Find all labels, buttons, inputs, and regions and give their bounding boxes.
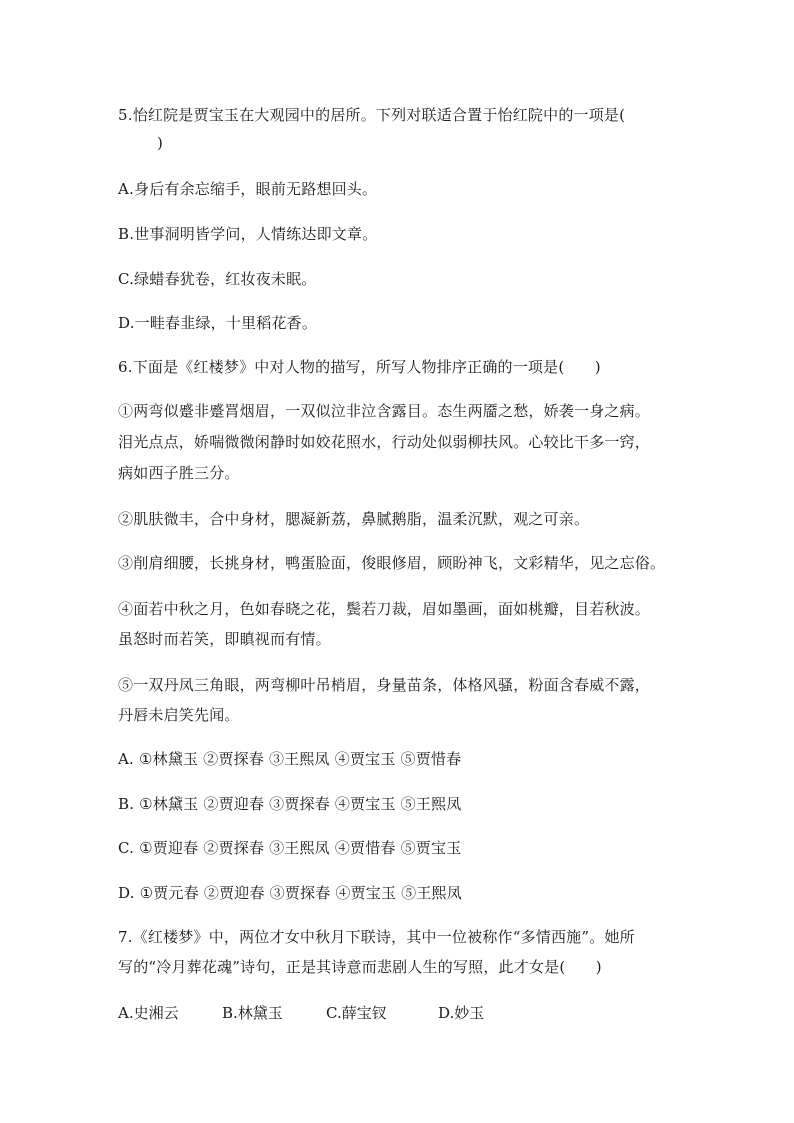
q5-stem-line1: 5.怡红院是贾宝玉在大观园中的居所。下列对联适合置于怡红院中的一项是( [118, 106, 626, 124]
q5-stem-line2: ) [157, 134, 164, 152]
q6-desc3: ③削肩细腰，长挑身材，鸭蛋脸面，俊眼修眉，顾盼神飞，文彩精华，见之忘俗。 [118, 554, 666, 572]
q5-option-a: A.身后有余忘缩手，眼前无路想回头。 [118, 180, 378, 198]
q7-option-d: D.妙玉 [438, 1004, 485, 1022]
q6-desc5-line1: ⑤一双丹凤三角眼，两弯柳叶吊梢眉，身量苗条，体格风骚，粉面含春威不露， [118, 676, 651, 694]
q6-desc5-line2: 丹唇未启笑先闻。 [118, 706, 240, 724]
q6-desc1-line2: 泪光点点，娇喘微微闲静时如姣花照水，行动处似弱柳扶风。心较比干多一窍， [118, 433, 651, 451]
q6-option-b: B. ①林黛玉 ②贾迎春 ③贾探春 ④贾宝玉 ⑤王熙凤 [118, 795, 462, 813]
q6-stem: 6.下面是《红楼梦》中对人物的描写，所写人物排序正确的一项是( ) [118, 358, 601, 376]
q7-stem-line1: 7.《红楼梦》中，两位才女中秋月下联诗，其中一位被称作“多情西施”。她所 [118, 928, 635, 946]
q6-option-a: A. ①林黛玉 ②贾探春 ③王熙凤 ④贾宝玉 ⑤贾惜春 [118, 750, 462, 768]
q6-desc2: ②肌肤微丰，合中身材，腮凝新荔，鼻腻鹅脂，温柔沉默，观之可亲。 [118, 510, 590, 528]
q5-option-d: D.一畦春韭绿，十里稻花香。 [118, 314, 318, 332]
q6-option-d: D. ①贾元春 ②贾迎春 ③贾探春 ④贾宝玉 ⑤王熙凤 [118, 884, 462, 902]
q5-option-b: B.世事洞明皆学问，人情练达即文章。 [118, 225, 378, 243]
q6-option-c: C. ①贾迎春 ②贾探春 ③王熙凤 ④贾惜春 ⑤贾宝玉 [118, 839, 462, 857]
q6-desc4-line1: ④面若中秋之月，色如春晓之花，鬓若刀裁，眉如墨画，面如桃瓣，目若秋波。 [118, 600, 651, 618]
q6-desc1-line1: ①两弯似蹙非蹙罥烟眉，一双似泣非泣含露目。态生两靥之愁，娇袭一身之病。 [118, 402, 651, 420]
q7-option-b: B.林黛玉 [222, 1004, 283, 1022]
q5-option-c: C.绿蜡春犹卷，红妆夜未眠。 [118, 270, 317, 288]
q7-options [118, 1002, 484, 1023]
q6-desc4-line2: 虽怒时而若笑，即瞋视而有情。 [118, 630, 331, 648]
q7-option-c: C.薛宝钗 [326, 1004, 387, 1022]
q7-option-a: A.史湘云 [118, 1004, 179, 1022]
q7-stem-line2: 写的“冷月葬花魂”诗句，正是其诗意而悲剧人生的写照，此才女是( ) [118, 958, 602, 976]
q6-desc1-line3: 病如西子胜三分。 [118, 464, 240, 482]
